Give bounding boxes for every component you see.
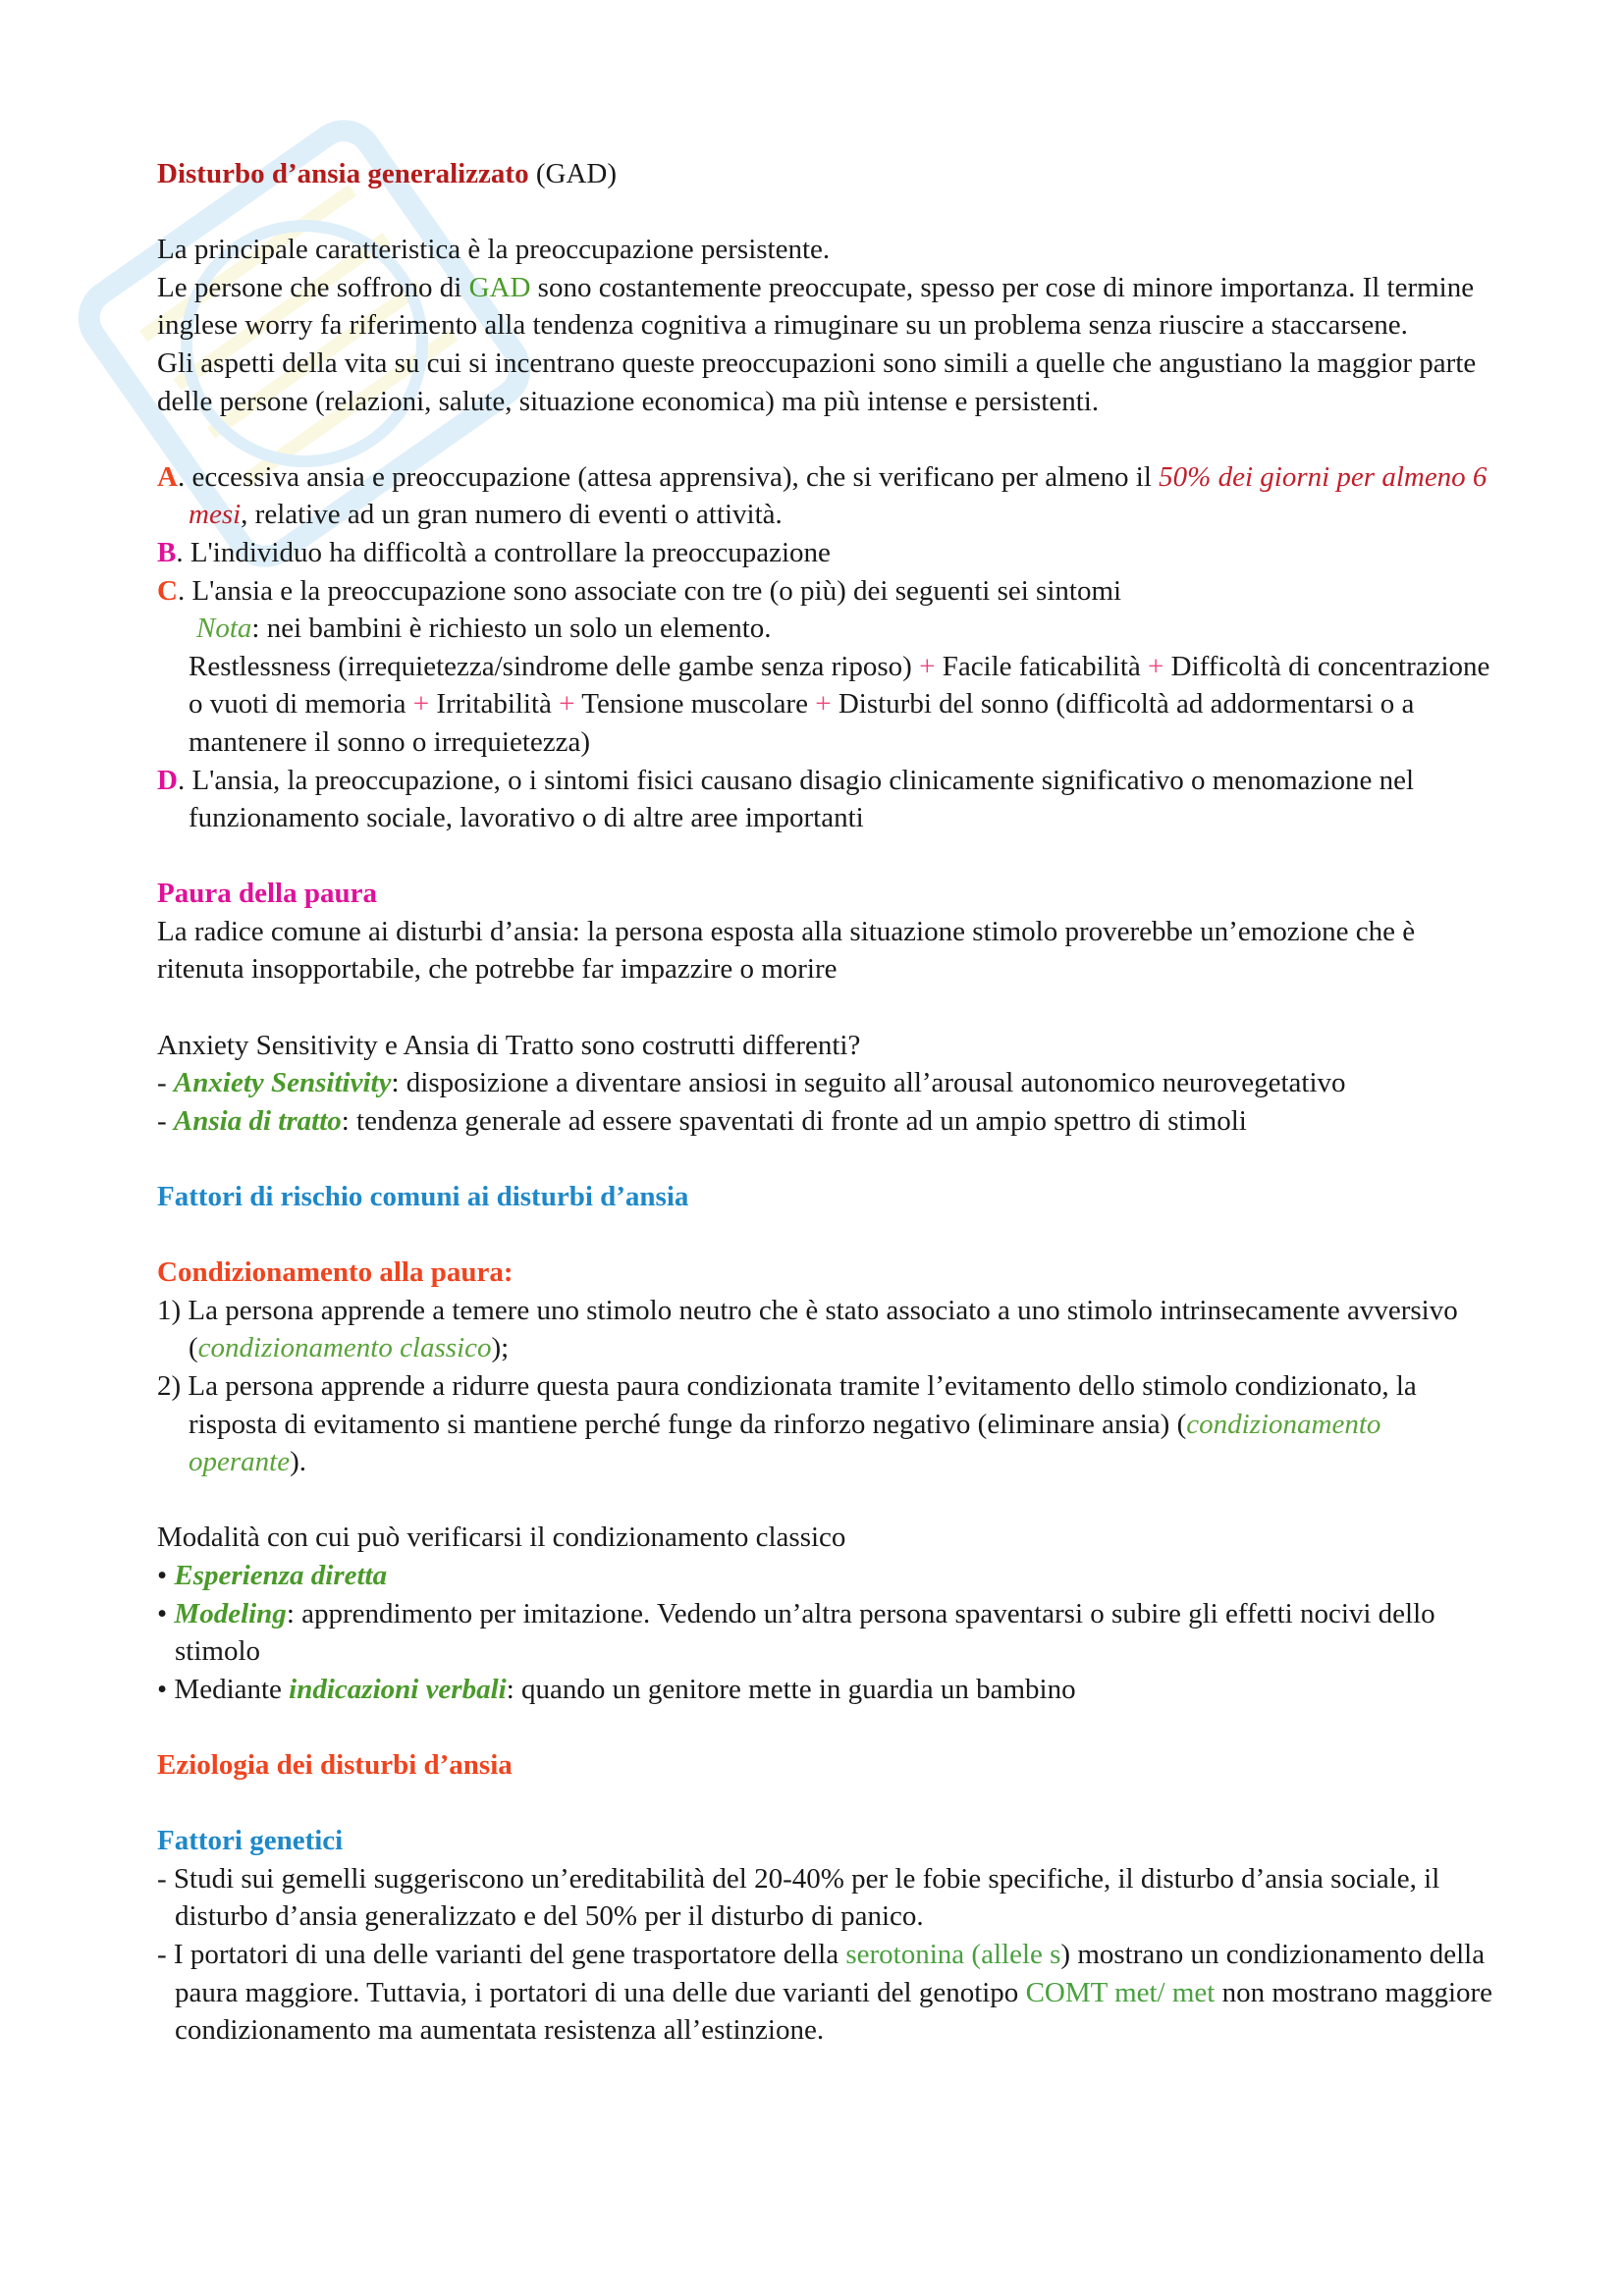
criterion-c-symptoms: Restlessness (irrequietezza/sindrome delle gambe senza riposo) + Facile faticabilità + Difficoltà di concentrazione o vuoti di memoria + Irritabilità + Tensione muscolare + Disturbi del sonno (difficoltà ad addormentarsi o a mantenere il sonno o irrequietezza) <box>189 650 1490 758</box>
section-heading-condizionamento: Condizionamento alla paura: <box>157 1256 514 1289</box>
criterion-d: D. L'ansia, la preoccupazione, o i sintomi fisici causano disagio clinicamente significativo o menomazione nel funzionamento sociale, lavorativo o di altre aree importanti <box>157 764 1415 834</box>
section-heading-fattori-rischio: Fattori di rischio comuni ai disturbi d’ansia <box>157 1181 689 1213</box>
genetici-item-1: - Studi sui gemelli suggeriscono un’ereditabilità del 20-40% per le fobie specifiche, il disturbo d’ansia sociale, il disturbo d’ansia generalizzato e del 50% per il disturbo di panico. <box>157 1862 1440 1933</box>
modalita-bullet-2: • Modeling: apprendimento per imitazione. Vedendo un’altra persona spaventarsi o subire gli effetti nocivi dello stimolo <box>157 1597 1435 1668</box>
criterion-c: C. L'ansia e la preoccupazione sono associate con tre (o più) dei seguenti sei sintomi <box>157 574 1122 607</box>
modalita-bullet-1: • Esperienza diretta <box>157 1559 388 1591</box>
criterion-c-note: Nota: nei bambini è richiesto un solo un elemento. <box>196 613 772 645</box>
intro-line-3: Gli aspetti della vita su cui si incentrano queste preoccupazioni sono simili a quelle che angustiano la maggior parte delle persone (relazioni, salute, situazione economica) ma più intense e persistenti. <box>157 347 1477 417</box>
modalita-intro: Modalità con cui può verificarsi il condizionamento classico <box>157 1522 846 1554</box>
anxiety-item-2: - Ansia di tratto: tendenza generale ad essere spaventati di fronte ad un ampio spettro di stimoli <box>157 1104 1247 1137</box>
condizionamento-item-1: 1) La persona apprende a temere uno stimolo neutro che è stato associato a uno stimolo intrinsecamente avversivo (condizionamento classico); <box>157 1294 1458 1364</box>
paura-text: La radice comune ai disturbi d’ansia: la persona esposta alla situazione stimolo proverebbe un’emozione che è ritenuta insopportabile, che potrebbe far impazzire o morire <box>157 915 1416 986</box>
criterion-a: A. eccessiva ansia e preoccupazione (attesa apprensiva), che si verificano per almeno il 50% dei giorni per almeno 6 mesi, relative ad un gran numero di eventi o attività. <box>157 460 1488 531</box>
genetici-item-2: - I portatori di una delle varianti del gene trasportatore della serotonina (allele s) mostrano un condizionamento della paura maggiore. Tuttavia, i portatori di una delle due varianti del genotipo COMT met/ met non mostrano maggiore condizionamento ma aumentata resistenza all’estinzione. <box>157 1938 1493 2047</box>
modalita-bullet-3: • Mediante indicazioni verbali: quando un genitore mette in guardia un bambino <box>157 1673 1076 1705</box>
section-heading-eziologia: Eziologia dei disturbi d’ansia <box>157 1748 513 1781</box>
document-page <box>157 155 1502 2050</box>
section-heading-genetici: Fattori genetici <box>157 1825 344 1857</box>
criterion-b: B. L'individuo ha difficoltà a controllare la preoccupazione <box>157 536 831 568</box>
anxiety-item-1: - Anxiety Sensitivity: disposizione a diventare ansiosi in seguito all’arousal autonomico neurovegetativo <box>157 1067 1346 1099</box>
condizionamento-item-2: 2) La persona apprende a ridurre questa paura condizionata tramite l’evitamento dello stimolo condizionato, la risposta di evitamento si mantiene perché funge da rinforzo negativo (eliminare ansia) (condizionamento operante). <box>157 1370 1417 1478</box>
intro-line-2: Le persone che soffrono di GAD sono costantemente preoccupate, spesso per cose di minore importanza. Il termine inglese worry fa riferimento alla tendenza cognitiva a rimuginare su un problema senza riuscire a staccarsene. <box>157 271 1475 342</box>
intro-line-1: La principale caratteristica è la preoccupazione persistente. <box>157 234 831 266</box>
anxiety-question: Anxiety Sensitivity e Ansia di Tratto sono costrutti differenti? <box>157 1029 861 1061</box>
section-heading-paura: Paura della paura <box>157 878 377 910</box>
document-title: Disturbo d’ansia generalizzato (GAD) <box>157 158 617 189</box>
